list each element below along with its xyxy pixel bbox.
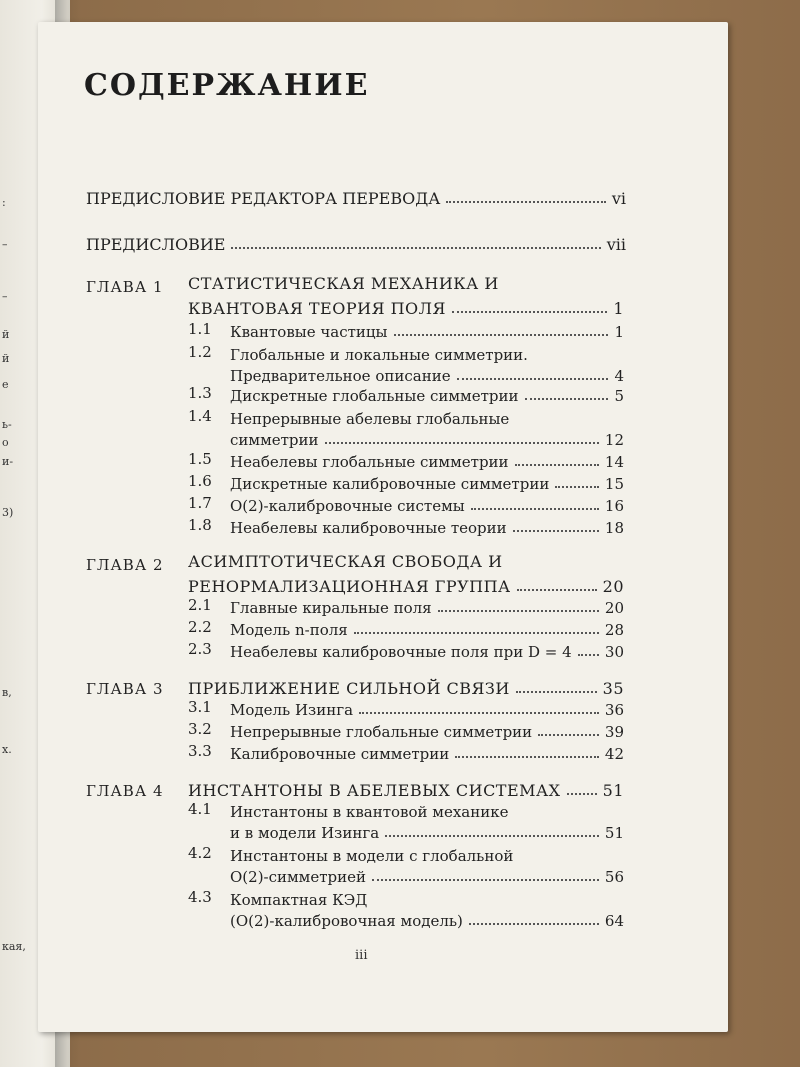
chapter-label: ГЛАВА 2 <box>86 556 164 574</box>
left-page-fragment: ь- <box>2 418 12 431</box>
section-title: O(2)-калибровочные системы <box>230 497 465 515</box>
toc-page-number: 30 <box>604 643 624 661</box>
chapter-title-line: АСИМПТОТИЧЕСКАЯ СВОБОДА И <box>188 552 503 571</box>
section-number: 4.1 <box>188 800 212 818</box>
leader-dots <box>457 378 609 380</box>
left-page-fragment: в, <box>2 686 12 699</box>
left-page-fragment: е <box>2 378 9 391</box>
leader-dots <box>471 508 599 510</box>
chapter-title-text: ИНСТАНТОНЫ В АБЕЛЕВЫХ СИСТЕМАХ <box>188 781 561 800</box>
section-title: Предварительное описание <box>230 367 451 385</box>
section-title: Неабелевы калибровочные поля при D = 4 <box>230 643 572 661</box>
section-title: Неабелевы калибровочные теории <box>230 519 507 537</box>
section-number: 1.3 <box>188 384 212 402</box>
chapter-title <box>188 274 624 318</box>
chapter-title <box>188 676 624 698</box>
toc-page-number: 1 <box>613 299 624 318</box>
section-title: симметрии <box>230 431 319 449</box>
toc-entry-label: ПРЕДИСЛОВИЕ <box>86 235 226 254</box>
left-page-fragment: : <box>2 196 6 209</box>
section-number: 1.5 <box>188 450 212 468</box>
toc-page-number: 36 <box>604 701 624 719</box>
section-title: Главные киральные поля <box>230 599 432 617</box>
leader-dots <box>325 442 599 444</box>
toc-page-number: vii <box>606 235 626 254</box>
leader-dots <box>555 486 599 488</box>
page-title: СОДЕРЖАНИЕ <box>84 68 370 103</box>
chapter-title-text: ПРИБЛИЖЕНИЕ СИЛЬНОЙ СВЯЗИ <box>188 679 510 698</box>
chapter-title-text: КВАНТОВАЯ ТЕОРИЯ ПОЛЯ <box>188 299 446 318</box>
leader-dots <box>372 879 599 881</box>
section-title: Квантовые частицы <box>230 323 388 341</box>
section-number: 1.2 <box>188 343 212 361</box>
section-title: (O(2)-калибровочная модель) <box>230 912 463 930</box>
chapter-title <box>188 778 624 800</box>
section-number: 3.2 <box>188 720 212 738</box>
section-number: 2.3 <box>188 640 212 658</box>
section-number: 2.1 <box>188 596 212 614</box>
left-page-fragment: – <box>2 238 8 251</box>
toc-page-number: 35 <box>602 679 624 698</box>
leader-dots <box>354 632 599 634</box>
leader-dots <box>231 247 600 249</box>
left-page-fragment: о <box>2 436 9 449</box>
leader-dots <box>359 712 599 714</box>
toc-page-number: 16 <box>604 497 624 515</box>
section-title: Дискретные калибровочные симметрии <box>230 475 550 493</box>
toc-page-number: 51 <box>604 824 624 842</box>
section-number: 4.2 <box>188 844 212 862</box>
section-title: Модель n-поля <box>230 621 348 639</box>
section-title: и в модели Изинга <box>230 824 380 842</box>
chapter-title-line: СТАТИСТИЧЕСКАЯ МЕХАНИКА И <box>188 274 499 293</box>
section-number: 1.6 <box>188 472 212 490</box>
section-number: 1.8 <box>188 516 212 534</box>
chapter-label: ГЛАВА 4 <box>86 782 164 800</box>
toc-page-number: 20 <box>604 599 624 617</box>
left-page-fragment: – <box>2 290 8 303</box>
toc-page-number: 20 <box>602 577 624 596</box>
leader-dots <box>517 589 597 591</box>
toc-page-number: 15 <box>604 475 624 493</box>
leader-dots <box>567 793 597 795</box>
section-title: Калибровочные симметрии <box>230 745 450 763</box>
leader-dots <box>516 691 597 693</box>
toc-page-number: 18 <box>604 519 624 537</box>
leader-dots <box>452 311 607 313</box>
section-number: 1.1 <box>188 320 212 338</box>
section-title: Непрерывные глобальные симметрии <box>230 723 533 741</box>
section-title: Модель Изинга <box>230 701 354 719</box>
section-title: O(2)-симметрией <box>230 868 366 886</box>
toc-page-number: 64 <box>604 912 624 930</box>
toc-page-number: vi <box>611 189 626 208</box>
leader-dots <box>446 201 606 203</box>
leader-dots <box>525 398 609 400</box>
chapter-title-text: РЕНОРМАЛИЗАЦИОННАЯ ГРУППА <box>188 577 511 596</box>
section-number: 4.3 <box>188 888 212 906</box>
section-title: Дискретные глобальные симметрии <box>230 387 519 405</box>
toc-entry-preface <box>86 228 626 254</box>
left-page-fragment: х. <box>2 743 12 756</box>
left-page-fragment: кая, <box>2 940 26 953</box>
leader-dots <box>538 734 599 736</box>
leader-dots <box>394 334 609 336</box>
left-page-fragment: й <box>2 328 10 341</box>
section-number: 1.4 <box>188 407 212 425</box>
leader-dots <box>385 835 599 837</box>
toc-entry-label: ПРЕДИСЛОВИЕ РЕДАКТОРА ПЕРЕВОДА <box>86 189 441 208</box>
chapter-label: ГЛАВА 1 <box>86 278 164 296</box>
leader-dots <box>513 530 599 532</box>
chapter-title-line <box>188 296 624 318</box>
toc-page-number: 51 <box>602 781 624 800</box>
section-title: Компактная КЭД <box>230 891 368 909</box>
section-title: Непрерывные абелевы глобальные <box>230 410 510 428</box>
toc-entry-translator-preface <box>86 182 626 208</box>
toc-page-number: 28 <box>604 621 624 639</box>
section-number: 1.7 <box>188 494 212 512</box>
toc-page-number: 5 <box>614 387 624 405</box>
leader-dots <box>469 923 599 925</box>
section-title: Неабелевы глобальные симметрии <box>230 453 509 471</box>
leader-dots <box>578 654 599 656</box>
section-title: Глобальные и локальные симметрии. <box>230 346 528 364</box>
toc-page-number: 1 <box>614 323 624 341</box>
chapter-label: ГЛАВА 3 <box>86 680 164 698</box>
toc-page-number: 14 <box>604 453 624 471</box>
left-page-fragment: й <box>2 352 10 365</box>
toc-page-number: 39 <box>604 723 624 741</box>
toc-page-number: 4 <box>614 367 624 385</box>
section-title: Инстантоны в квантовой механике <box>230 803 509 821</box>
section-number: 2.2 <box>188 618 212 636</box>
leader-dots <box>438 610 599 612</box>
toc-page-number: 42 <box>604 745 624 763</box>
footer-page-number: iii <box>355 948 368 963</box>
chapter-title-line <box>188 574 624 596</box>
leader-dots <box>515 464 599 466</box>
section-number: 3.3 <box>188 742 212 760</box>
chapter-title <box>188 552 624 596</box>
toc-page-number: 12 <box>604 431 624 449</box>
toc-page-number: 56 <box>604 868 624 886</box>
left-page-fragment: 3) <box>2 506 14 519</box>
section-title: Инстантоны в модели с глобальной <box>230 847 514 865</box>
left-page-fragment: и- <box>2 455 14 468</box>
leader-dots <box>455 756 599 758</box>
section-number: 3.1 <box>188 698 212 716</box>
